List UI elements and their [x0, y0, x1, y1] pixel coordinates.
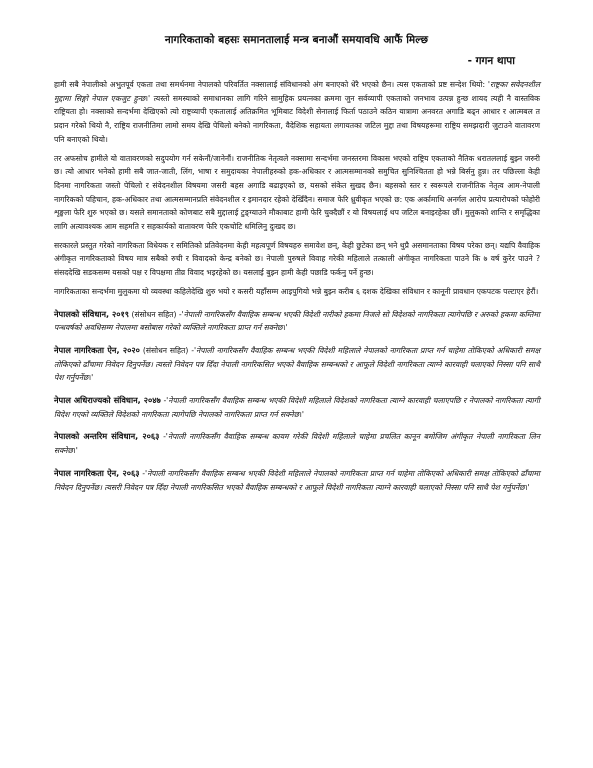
provision-heading: नेपाल नागरिकता ऐन, २०६३ — [54, 467, 140, 478]
provision-item — [54, 394, 540, 421]
provision-item — [54, 344, 540, 385]
provision-heading: नेपाल अधिराज्यको संविधान, २०४७ — [54, 395, 161, 406]
provision-end: ।' — [72, 446, 78, 456]
provision-item — [54, 467, 540, 494]
provision-heading: नेपाल नागरिकता ऐन, २०२० — [54, 344, 140, 355]
provision-heading: नेपालको संविधान, २०१९ — [54, 308, 130, 319]
provision-heading: नेपालको अन्तरिम संविधान, २०६३ — [54, 431, 160, 442]
provision-note: (संसोधन सहित) — [142, 345, 189, 355]
paragraph-text: हामी सबै नेपालीको अभुतपूर्व एकता तथा समर्थनमा नेपालको परिवर्तित नक्सालाई संविधानको अंग बनाएको धेरै भएको छैन। त्यस एकताको प्रष्ट सन्देश थियो: ' — [54, 80, 491, 89]
article-body — [54, 78, 540, 503]
provision-end: ।' — [88, 373, 94, 383]
provision-end: ।' — [282, 323, 288, 333]
article-author: - गगन थापा — [467, 55, 515, 67]
provision-item — [54, 308, 540, 335]
provision-quote: -'नेपाली नागरिकसँग वैवाहिक सम्बन्ध भएकी विदेशी महिलाले नेपालको नागरिकता प्राप्त गर्न चाहेमा तोकिएको अधिकारी समक्ष तोकिएको ढाँचामा निवेदन दिनुपर्नेछ। त्यसरी निवेदन पत्र दिँदा नेपाली नागरिकसित भएको वैवाहिक सम्बन्धको र आफूले विदेशी नागरिकता त्याग्ने कारवाही चलाएको निस्सा पनि साथै पेश गर्नुपर्नेछ — [54, 468, 541, 492]
provision-quote: -'नेपाली नागरिकसँग वैवाहिक सम्बन्ध भएकी विदेशी नारीको हकमा निजले सो विदेशको नागरिकता त्यागेपछि र अरुको हकमा कम्तिमा पन्धवर्षको अवधिसम्म नेपालमा बसोबास गरेको व्यक्तिले नागरिकता प्राप्त गर्न सक्नेछ — [54, 309, 541, 333]
provision-item — [54, 430, 540, 457]
provision-quote: -'नेपाली नागरिकसँग वैवाहिक सम्बन्ध कायम गरेकी विदेशी महिलाले चाहेमा प्रचलित कानून बमोजिम अंगीकृत नेपाली नागरिकता लिन सक्नेछ — [54, 432, 541, 456]
provision-quote: -'नेपाली नागरिकसँग वैवाहिक सम्बन्ध भएकी विदेशी महिलाले विदेशको नागरिकता त्याग्ने कारवाही चलाएपछि र नेपालको नागरिकता त्यागी विदेश गएको व्यक्तिले विदेशको नागरिकता त्यागेपछि नेपालको नागरिकता प्राप्त गर्न सक्नेछ — [54, 396, 541, 419]
body-paragraph — [54, 78, 540, 147]
article-title: नागरिकताको बहसः समानतालाई मन्त्र बनाऔं समयावधि आफैं मिल्छ — [164, 34, 429, 46]
body-paragraph: तर अफसोच हामीले यो वातावरणको सदुपयोग गर्न सकेनौं/जानेनौं। राजनीतिक नेतृत्वले नक्सामा सन्दर्भमा जनस्तरमा विकास भएको राष्ट्रिय एकताको नैतिक धरातललाई बुझ्न जरुरी छ। त्यो आधार भनेको हामी सबै जात-जाती, लिंग, भाषा र समुदायका नेपालीहरुको हक-अधिकार र आत्मसम्मानको समुचित सुनिश्चितता हो भन्ने बिर्सनु हुन्न। तर पछिल्ला केही दिनमा नागरिकता जस्तो पेचिलो र संवेदनशील विषयमा जसरी बहस अगाडि बढाइएको छ, यसको संकेत सुखद छैन। बहसको स्तर र स्वरूपले राजनीतिक नेतृत्व आम-नेपाली नागरिकको पहिचान, हक-अधिकार तथा आत्मसम्मानप्रति संवेदनशील र इमानदार रहेको देखिँदैन। समाज फेरि ध्रुवीकृत भएको छ: एक अर्कामाथि अनर्गल आरोप प्रत्यारोपको फोहोरी शृङ्खला फेरि शुरु भएको छ। यसले समानताको कोणबाट सबै मुद्दालाई टुङ्ग्याउने मौकाबाट हामी फेरि चुक्दैछौं र यो विषयलाई थप जटिल बनाइरहेका छौं। मुलुकको शान्ति र समृद्धिका लागि अत्यावश्यक आम सहमति र सहकार्यको वातावरण फेरि एकचोटि धमिलिनु दुःखद छ। — [54, 153, 540, 232]
provision-quote: -'नेपाली नागरिकसँग वैवाहिक सम्बन्ध भएकी विदेशी महिलाले नेपालको नागरिकता प्राप्त गर्न चाहेमा तोकिएको अधिकारी समक्ष तोकिएको ढाँचामा निवेदन दिनुपर्नेछ। त्यस्तो निवेदन पत्र दिँदा नेपाली नागरिकसित भएको वैवाहिक सम्बन्धको र आफूले विदेशी नागरिकता त्याग्ने कारवाही चलाएको निस्सा पनि साथै पेश गर्नुपर्नेछ — [54, 345, 541, 383]
body-paragraph: नागरिकताका सन्दर्भमा मुलुकमा यो व्यवस्था कहिलेदेखि शुरु भयो र कसरी यहाँसम्म आइपुगियो भन्ने बुझ्न करीब ६ दशक देखिका संविधान र कानूनी प्रावधान एकपटक पल्टाएर हेरौं। — [54, 286, 539, 296]
paragraph-text: ।' त्यस्तो समस्याको समाधानका लागि गरिने सामुहिक प्रयत्नका क्रममा जुन सर्वव्यापी एकताको जनभाव उत्पन्न हुन्छ शायद त्यही नै वास्तविक राष्ट्रियता हो। नक्साको सन्दर्भमा देखिएको त्यो राष्ट्रव्यापी एकतालाई अतिक्रमित भूमिबाट विदेशी सेनालाई फिर्ता पठाउने कठिन यात्रामा अनवरत अगाडि बढ्न आधार र आत्मबल त प्रदान गरेको थियो नै, राष्ट्रिय राजनीतिमा लामो समय देखि पेचिलो बनेको नागरिकता, वैदेशिक सहायता लगायतका जटिल मुद्दा तथा विषयहरूमा राष्ट्रिय समझदारी जुटाउने वातावरण पनि बनाएको थियो। — [54, 93, 540, 144]
provision-end: ।' — [524, 482, 530, 492]
provision-note: (संसोधन सहित) — [131, 309, 177, 319]
provision-end: ।' — [298, 409, 304, 419]
paragraph-quote: राष्ट्रका सवेदनशील मुद्दामा सिङ्गो नेपाल एकजुट हुन्छ — [54, 80, 540, 103]
body-paragraph: सरकारले प्रस्तुत गरेको नागरिकता विधेयक र समितिको प्रतिवेदनमा केही महत्वपूर्ण विषयहरु समावेश छन्, केही छुटेका छन् भने थुप्रै असमानताका विषय परेका छन्। यद्यपि वैवाहिक अंगीकृत नागरिकताको विषय मात्र सबैको रुची र विवादको केन्द्र बनेको छ। नेपाली पुरुषले विवाह गरेकी महिलाले तत्काली अंगीकृत नागरिकता पाउने कि ७ वर्ष कुरेर पाउने ? संसददेखि सडकसम्म यसको पक्ष र विपक्षमा तीव्र विवाद भइरहेको छ। यसलाई बुझ्न हामी केही पछाडि फर्कनु पर्ने हुन्छ। — [54, 240, 540, 278]
